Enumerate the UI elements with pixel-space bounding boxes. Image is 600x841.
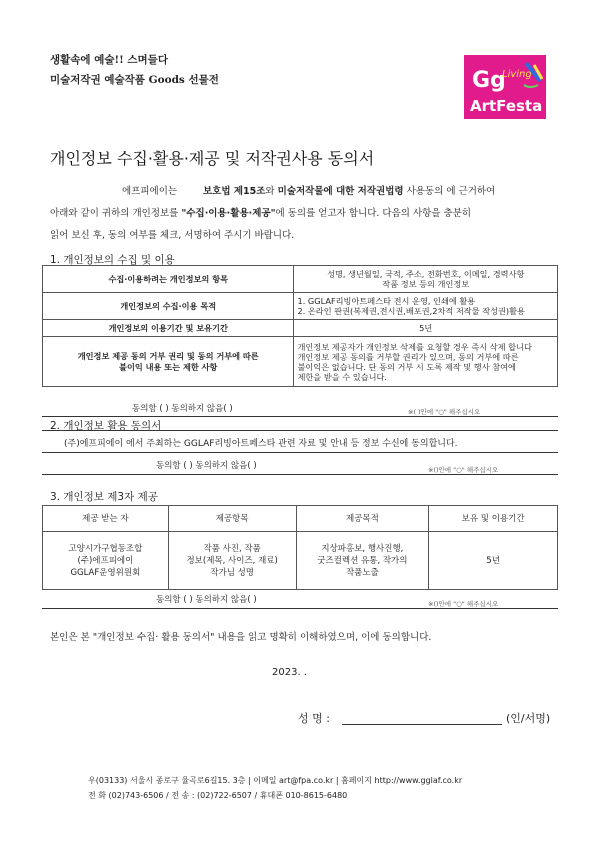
section2-title: 2. 개인정보 활용 동의서 bbox=[50, 420, 162, 432]
intro-line2 bbox=[50, 205, 471, 219]
svg-text:ArtFesta: ArtFesta bbox=[470, 97, 543, 115]
intro-bold-usage: "수집·이용·활용·제공" bbox=[181, 208, 276, 219]
divider bbox=[42, 474, 558, 475]
table-row bbox=[43, 320, 558, 337]
intro-bold-copyright: 미술저작물에 대한 저작권법령 bbox=[277, 186, 404, 197]
divider bbox=[42, 452, 558, 453]
section1-title: 1. 개인정보의 수집 및 이용 bbox=[50, 254, 175, 266]
signature-suffix: (인/서명) bbox=[506, 712, 551, 725]
cell-line: 정보(제목, 사이즈, 재료) bbox=[186, 555, 278, 566]
brand-logo bbox=[464, 55, 546, 119]
footer-contact: 전 화 (02)743-6506 / 전 송 : (02)722-6507 / 휴대폰 010-8615-6480 bbox=[88, 791, 348, 800]
intro-line1-law bbox=[203, 183, 495, 197]
table-row bbox=[43, 532, 558, 590]
cell-line: 작품노출 bbox=[345, 567, 379, 578]
section3-consent-checkbox[interactable]: 동의함 ( ) 동의하지 않음( ) bbox=[156, 595, 257, 605]
section2-text: (주)에프피에이 에서 주최하는 GGLAF리빙아트페스타 관련 자료 및 안내 등 정보 수신에 동의합니다. bbox=[64, 439, 458, 449]
row-label: 수집·이용하려는 개인정보의 항목 bbox=[43, 266, 294, 293]
col-header: 보유 및 이용기간 bbox=[429, 506, 558, 532]
cell-line: 작품 사진, 작품 bbox=[203, 543, 261, 554]
label-line: 개인정보 제공 동의 거부 권리 및 동의 거부에 따른 bbox=[77, 350, 259, 361]
col-header: 제공항목 bbox=[168, 506, 296, 532]
svg-text:Gg: Gg bbox=[472, 68, 506, 93]
row-value bbox=[294, 293, 558, 320]
cell-line: GGLAF운영위원회 bbox=[70, 567, 141, 578]
cell-line: 작가님 성명 bbox=[210, 567, 255, 578]
value-line: 1. GGLAF리빙아트페스타 전시 운영, 인쇄에 활용 bbox=[297, 296, 476, 306]
row-value: 5년 bbox=[294, 320, 558, 337]
intro-bold-law: 보호법 제15조 bbox=[203, 186, 266, 197]
period-cell: 5년 bbox=[429, 532, 558, 590]
table-row bbox=[43, 266, 558, 293]
table-header-row bbox=[43, 506, 558, 532]
section3-title: 3. 개인정보 제3자 제공 bbox=[50, 491, 158, 503]
divider bbox=[42, 430, 558, 431]
tagline-line1: 생활속에 예술!! 스며들다 bbox=[50, 54, 168, 66]
section2-consent-checkbox[interactable]: 동의함 ( ) 동의하지 않음( ) bbox=[156, 461, 257, 471]
section1-consent-checkbox[interactable]: 동의함 ( ) 동의하지 않음( ) bbox=[132, 404, 233, 414]
intro-text: 에프피에이는 bbox=[122, 186, 178, 197]
value-line: 불이익은 없습니다. 단 동의 거부 시 도록 제작 및 행사 참여에 bbox=[297, 361, 516, 372]
cell-line: (주)에프피에이 bbox=[77, 555, 134, 566]
value-line: 성명, 생년월일, 국적, 주소, 전화번호, 이메일, 경력사항 bbox=[327, 269, 525, 279]
divider bbox=[42, 416, 558, 417]
signature-line[interactable] bbox=[342, 724, 502, 725]
intro-line1 bbox=[122, 183, 177, 197]
divider bbox=[42, 608, 558, 609]
row-label: 개인정보의 이용기간 및 보유기간 bbox=[43, 320, 294, 337]
signature-label: 성 명 : bbox=[298, 712, 330, 725]
intro-text: 와 bbox=[265, 186, 275, 197]
section3-note: ※()안에 "○" 해주십시오 bbox=[428, 600, 499, 608]
value-line: 개인정보 제공 동의를 거부할 권리가 있으며, 동의 거부에 따른 bbox=[297, 351, 519, 362]
intro-line3: 읽어 보신 후, 동의 여부를 체크, 서명하여 주시기 바랍니다. bbox=[50, 230, 295, 241]
logo-graphic bbox=[464, 55, 546, 119]
value-line: 개인정보 제공자가 개인정보 삭제를 요청할 경우 즉시 삭제 합니다 bbox=[297, 341, 532, 352]
cell-line: 굿즈컬렉션 유통, 작가의 bbox=[317, 555, 408, 566]
row-label bbox=[43, 337, 294, 387]
section3-table bbox=[42, 505, 558, 590]
purpose-cell bbox=[296, 532, 429, 590]
cell-line: 고양시가구협동조합 bbox=[68, 543, 143, 554]
row-value bbox=[294, 337, 558, 387]
row-value bbox=[294, 266, 558, 293]
page-title: 개인정보 수집·활용·제공 및 저작권사용 동의서 bbox=[50, 149, 375, 168]
section1-note: ※( )안에 "○" 해주십시오 bbox=[408, 408, 481, 416]
table-row bbox=[43, 337, 558, 387]
items-cell bbox=[168, 532, 296, 590]
date-field[interactable]: 2023. . bbox=[272, 667, 307, 678]
label-line: 불이익 내용 또는 제한 사항 bbox=[119, 361, 218, 372]
agreement-statement: 본인은 본 "개인정보 수집· 활용 동의서" 내용을 읽고 명확히 이해하였으며, 이에 동의합니다. bbox=[50, 632, 432, 643]
value-line: 2. 온라인 판권(복제권,전시권,배포권,2차적 저작물 작성권)활용 bbox=[297, 306, 525, 316]
col-header: 제공목적 bbox=[296, 506, 429, 532]
footer-address: 우(03133) 서울시 종로구 율곡로6길15. 3층 | 이메일 art@fpa.co.kr | 홈페이지 http://www.gglaf.co.kr bbox=[88, 776, 463, 785]
section2-note: ※()안에 "○" 해주십시오 bbox=[428, 466, 499, 474]
intro-text: 에 동의를 얻고자 합니다. 다음의 사항을 충분히 bbox=[275, 208, 472, 219]
col-header: 제공 받는 자 bbox=[43, 506, 169, 532]
row-label: 개인정보의 수집·이용 목적 bbox=[43, 293, 294, 320]
recipient-cell bbox=[43, 532, 169, 590]
value-line: 제한을 받을 수 있습니다. bbox=[297, 371, 387, 382]
svg-text:Living: Living bbox=[502, 69, 532, 80]
value-line: 작품 정보 등의 개인정보 bbox=[382, 279, 470, 289]
intro-text: 사용동의 에 근거하여 bbox=[406, 186, 496, 197]
tagline-line2: 미술저작권 예술작품 Goods 선물전 bbox=[50, 74, 219, 86]
table-row bbox=[43, 293, 558, 320]
section1-table bbox=[42, 265, 558, 387]
cell-line: 지상파홍보, 행사진행, bbox=[321, 543, 404, 554]
intro-text: 아래와 같이 귀하의 개인정보를 bbox=[50, 208, 182, 219]
